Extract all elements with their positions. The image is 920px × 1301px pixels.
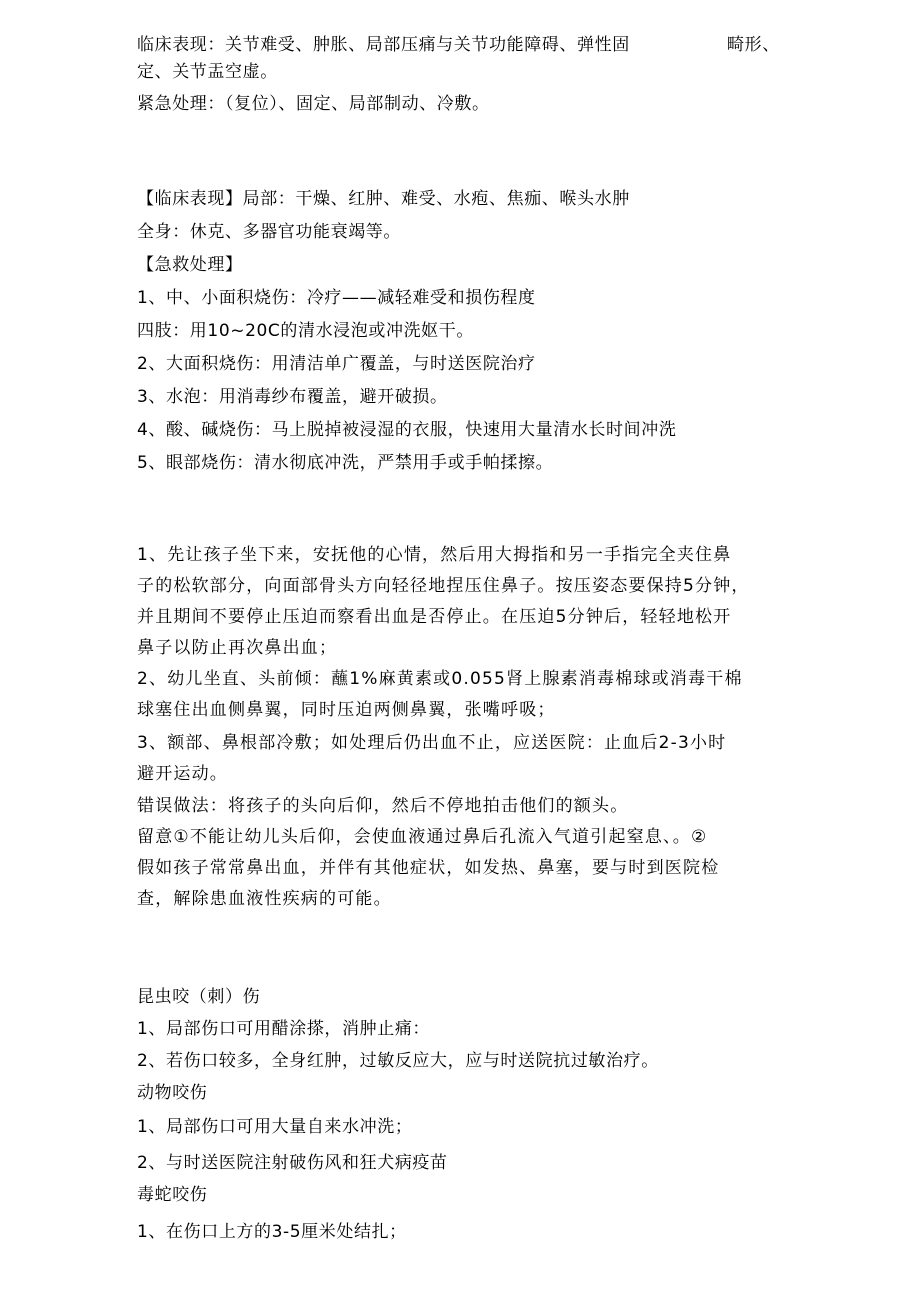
nosebleed-line-2: 子的松软部分，向面部骨头方向轻径地捏压住鼻子。按压姿态要保持5分钟， [137, 576, 750, 596]
nosebleed-line-7: 3、额部、鼻根部冷敷；如处理后仍出血不止，应送医院：止血后2-3小时 [137, 733, 727, 753]
burn-clinical-systemic: 全身：休克、多器官功能衰竭等。 [137, 222, 401, 242]
burn-item-5: 5、眼部烧伤：清水彻底冲洗，严禁用手或手帕揉擦。 [137, 453, 554, 473]
nosebleed-line-6: 球塞住出血侧鼻翼，同时压迫两侧鼻翼，张嘴呼吸； [137, 700, 556, 720]
insect-bite-heading: 昆虫咬（刺）伤 [137, 987, 261, 1007]
animal-bite-item-1: 1、局部伤口可用大量自来水冲洗； [137, 1117, 413, 1137]
burn-item-3: 3、水泡：用消毒纱布覆盖，避开破损。 [137, 387, 448, 407]
nosebleed-line-4: 鼻子以防止再次鼻出血； [137, 638, 338, 658]
nosebleed-line-3: 并且期间不要停止压迫而察看出血是否停止。在压迫5分钟后，轻轻地松开 [137, 607, 732, 627]
nosebleed-line-12: 查，解除患血液性疾病的可能。 [137, 889, 392, 909]
burn-item-4: 4、酸、碱烧伤：马上脱掉被浸湿的衣服，快速用大量清水长时间冲洗 [137, 420, 677, 440]
animal-bite-heading: 动物咬伤 [137, 1083, 208, 1103]
fracture-clinical-line-2: 定、关节盂空虚。 [137, 62, 278, 82]
insect-bite-item-1: 1、局部伤口可用醋涂搽，消肿止痛： [137, 1019, 431, 1039]
snake-bite-heading: 毒蛇咬伤 [137, 1185, 208, 1205]
nosebleed-line-1: 1、先让孩子坐下来，安抚他的心情，然后用大拇指和另一手指完全夹住鼻 [137, 545, 732, 565]
fracture-clinical-line-1-tail: 畸形、 [727, 35, 780, 55]
burn-item-1: 1、中、小面积烧伤：冷疗——减轻难受和损伤程度 [137, 288, 536, 308]
fracture-emergency: 紧急处理：（复位）、固定、局部制动、冷敷。 [137, 94, 490, 114]
nosebleed-line-8: 避开运动。 [137, 764, 228, 784]
nosebleed-line-11: 假如孩子常常鼻出血，并伴有其他症状，如发热、鼻塞，要与时到医院检 [137, 858, 720, 878]
nosebleed-line-10: 留意①不能让幼儿头后仰，会使血液通过鼻后孔流入气道引起窒息、。② [137, 827, 708, 847]
nosebleed-line-5: 2、幼儿坐直、头前倾：蘸1%麻黄素或0.055肾上腺素消毒棉球或消毒干棉 [137, 669, 743, 689]
snake-bite-item-1: 1、在伤口上方的3-5厘米处结扎； [137, 1222, 407, 1242]
insect-bite-item-2: 2、若伤口较多，全身红肿，过敏反应大，应与时送院抗过敏治疗。 [137, 1051, 659, 1071]
burn-item-limbs: 四肢：用10~20C的清水浸泡或冲洗妪干。 [137, 321, 474, 341]
burn-item-2: 2、大面积烧伤：用清洁单广覆盖，与时送医院治疗 [137, 354, 536, 374]
nosebleed-line-9: 错误做法：将孩子的头向后仰，然后不停地拍击他们的额头。 [137, 796, 629, 816]
fracture-clinical-line-1: 临床表现：关节难受、肿胀、局部压痛与关节功能障碍、弹性固 [137, 35, 630, 55]
animal-bite-item-2: 2、与时送医院注射破伤风和狂犬病疫苗 [137, 1153, 448, 1173]
burn-treatment-heading: 【急救处理】 [137, 255, 243, 275]
burn-clinical-local: 【临床表现】局部：干燥、红肿、难受、水疱、焦痂、喉头水肿 [137, 189, 630, 209]
